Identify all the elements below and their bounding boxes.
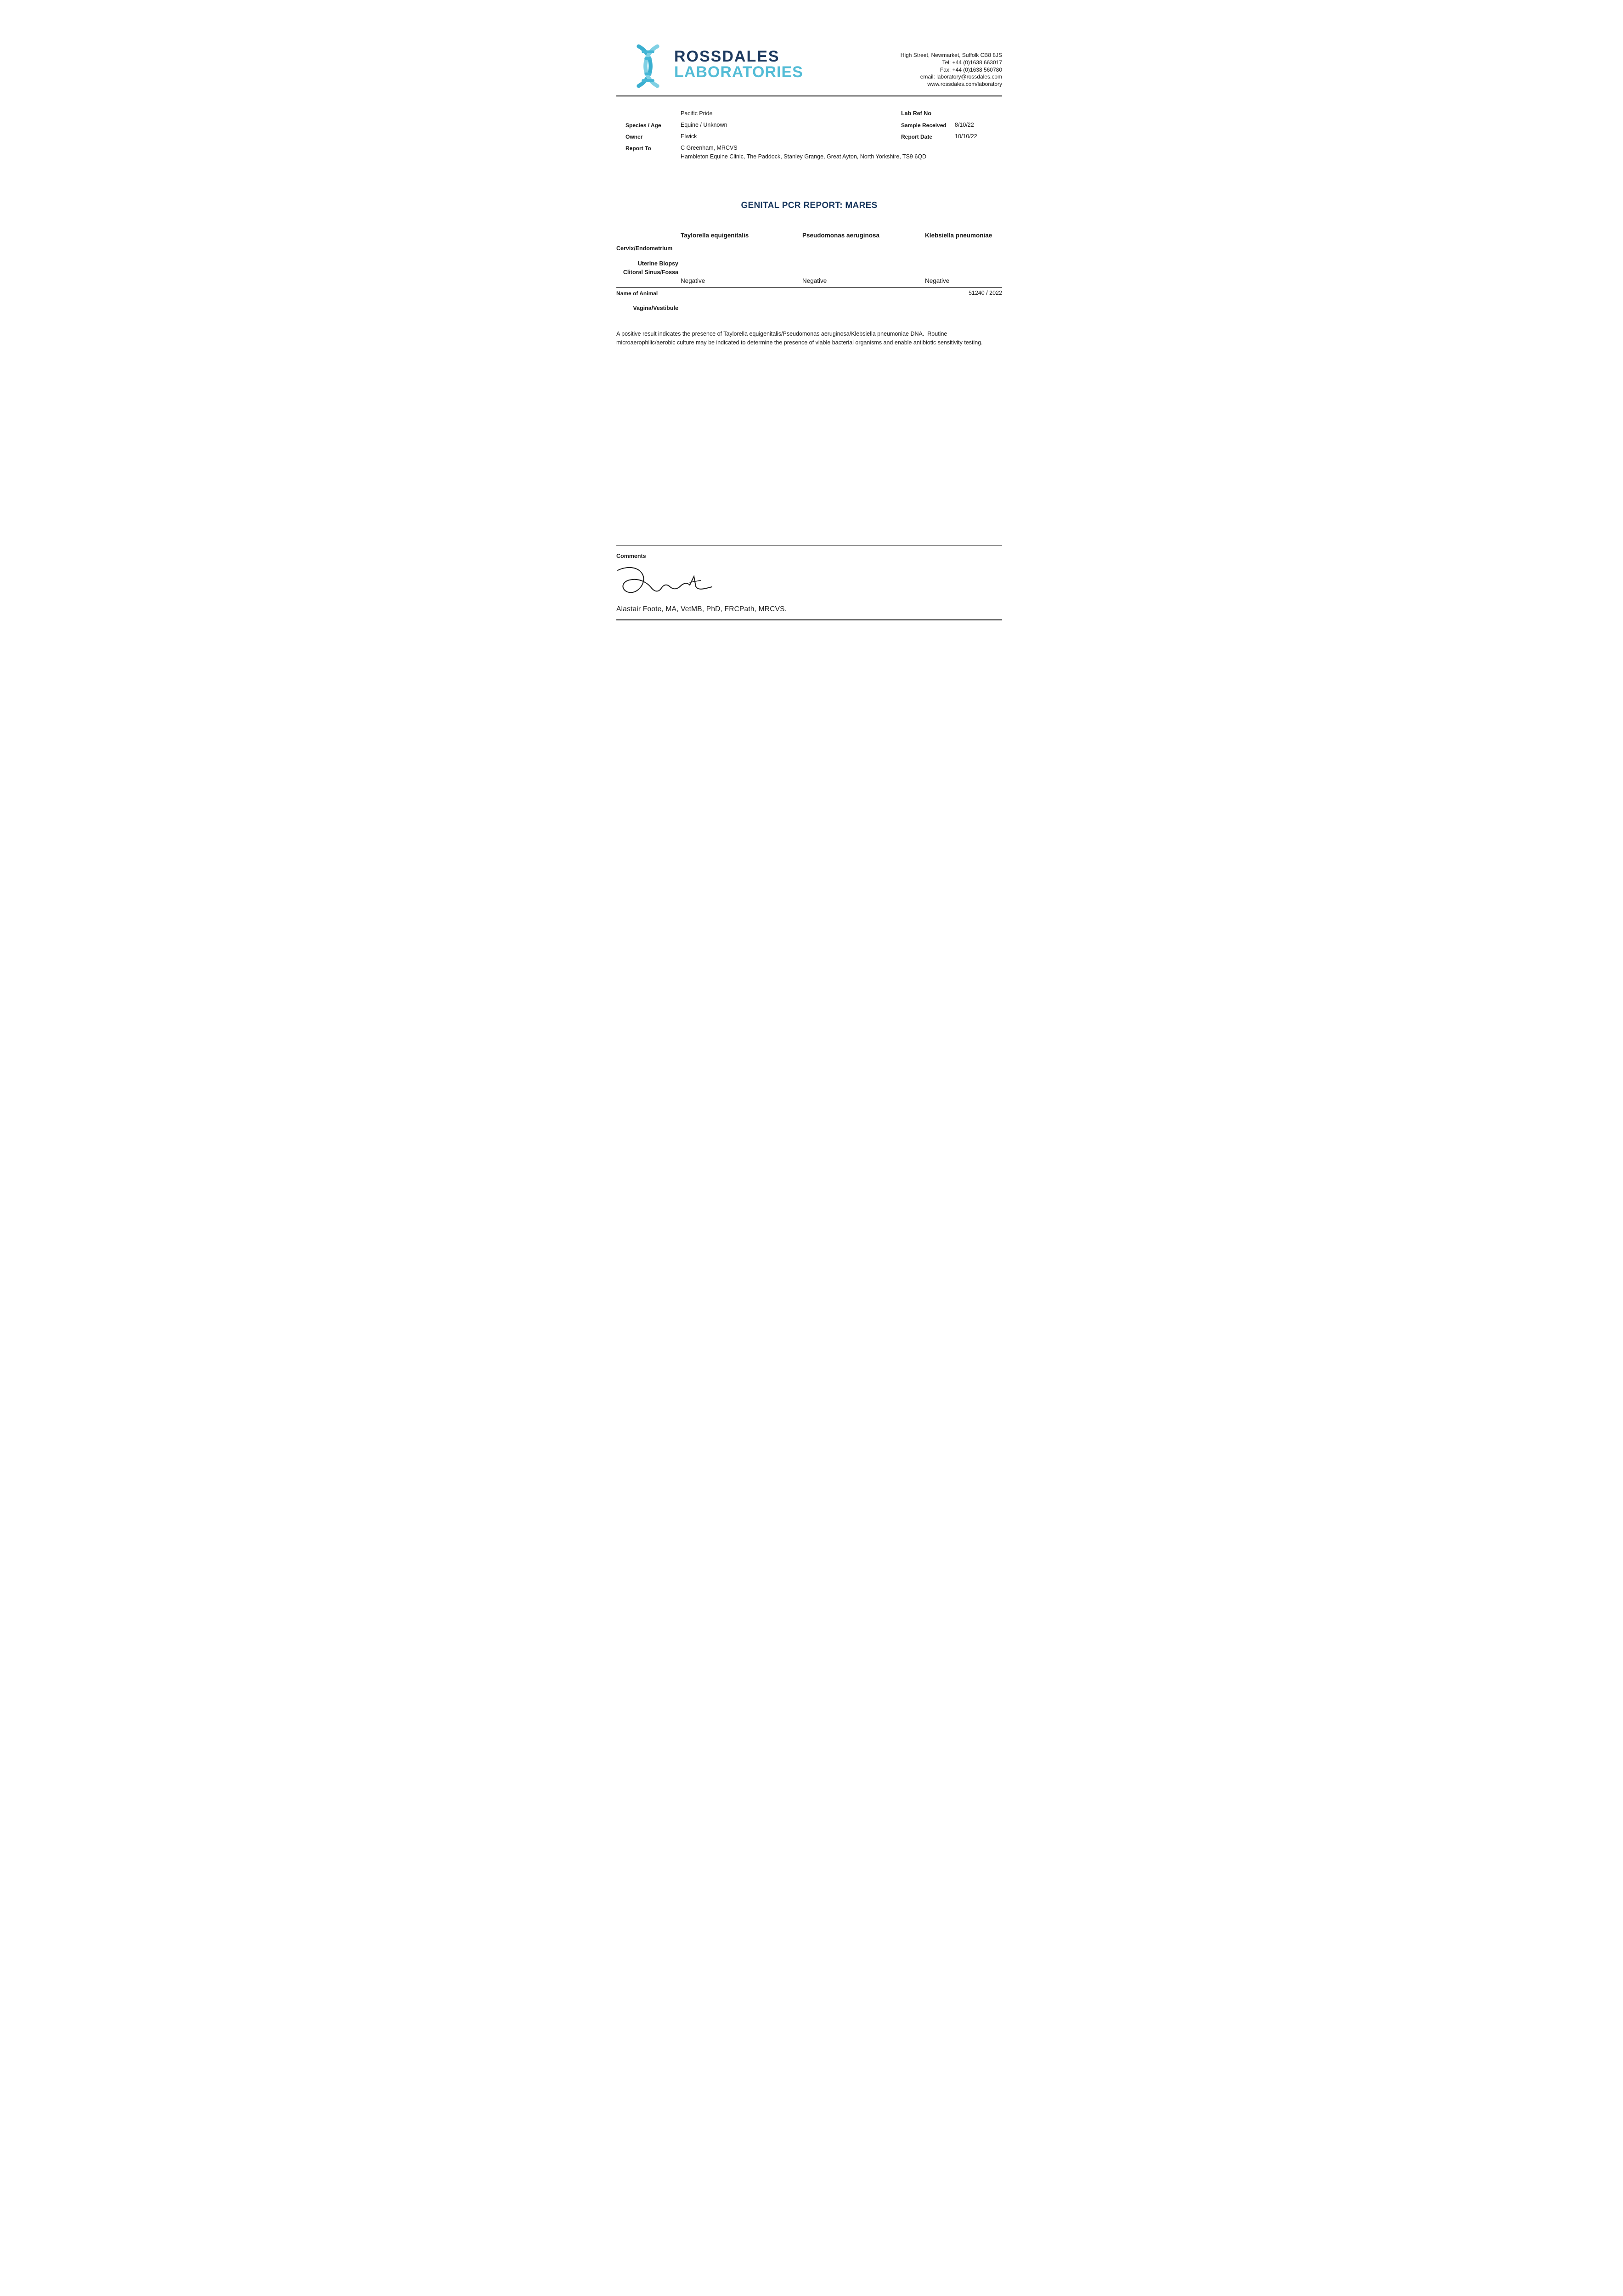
sample-received-label: Sample Received (901, 122, 947, 129)
result-clitoral-pseudomonas: Negative (802, 277, 827, 284)
owner-label: Owner (626, 134, 643, 140)
row-label-uterine-biopsy: Uterine Biopsy (637, 260, 678, 267)
column-header-pseudomonas: Pseudomonas aeruginosa (802, 232, 880, 239)
dna-helix-logo-icon (631, 44, 665, 90)
column-header-taylorella: Taylorella equigenitalis (681, 232, 749, 239)
report-to-label: Report To (626, 145, 651, 152)
comments-label: Comments (616, 553, 646, 559)
species-age-value: Equine / Unknown (681, 122, 727, 128)
species-age-label: Species / Age (626, 122, 661, 129)
owner-value: Elwick (681, 133, 697, 140)
table-divider (616, 287, 1002, 288)
address-line-email: email: laboratory@rossdales.com (920, 73, 1002, 80)
result-clitoral-taylorella: Negative (681, 277, 705, 284)
report-to-address: Hambleton Equine Clinic, The Paddock, Stanley Grange, Great Ayton, North Yorkshire, TS9 6QD (681, 153, 927, 160)
address-line-fax: Fax: +44 (0)1638 560780 (940, 66, 1002, 73)
brand-subtitle: LABORATORIES (674, 63, 803, 81)
footer-divider (616, 619, 1002, 620)
lab-ref-no-label: Lab Ref No (901, 110, 931, 117)
address-line-tel: Tel: +44 (0)1638 663017 (942, 59, 1002, 66)
result-clitoral-klebsiella: Negative (925, 277, 950, 284)
signatory-name: Alastair Foote, MA, VetMB, PhD, FRCPath, MRCVS. (616, 605, 787, 613)
row-label-vagina-vestibule: Vagina/Vestibule (633, 305, 678, 311)
report-date-label: Report Date (901, 134, 933, 140)
address-line-street: High Street, Newmarket, Suffolk CB8 8JS (900, 52, 1002, 58)
report-to-value: C Greenham, MRCVS (681, 145, 738, 151)
report-date-value: 10/10/22 (955, 133, 977, 140)
lab-address-block (901, 52, 1002, 88)
signature-image (616, 564, 715, 603)
column-header-klebsiella: Klebsiella pneumoniae (925, 232, 992, 239)
interpretation-note: A positive result indicates the presence of Taylorella equigenitalis/Pseudomonas aeruginosa/Klebsiella pneumoniae DNA. Routine microaerophilic/aerobic culture may be indicated to determine the presence of viable bacterial organisms and enable antibiotic sensitivity testing. (616, 331, 983, 346)
brand-name: ROSSDALES (674, 48, 780, 65)
row-label-cervix-endometrium: Cervix/Endometrium (616, 245, 673, 252)
lab-report-page (559, 0, 1064, 715)
brand-text (674, 44, 803, 81)
row-label-clitoral-sinus-fossa: Clitoral Sinus/Fossa (623, 269, 678, 276)
name-of-animal-label: Name of Animal (616, 290, 658, 297)
results-table (616, 232, 1002, 324)
animal-name-value: Pacific Pride (681, 110, 713, 117)
report-title: GENITAL PCR REPORT: MARES (741, 201, 878, 210)
sample-received-value: 8/10/22 (955, 122, 974, 128)
lab-ref-value: 51240 / 2022 (969, 290, 1002, 296)
header-brand-block (631, 44, 803, 90)
address-line-website: www.rossdales.com/laboratory (927, 81, 1002, 88)
